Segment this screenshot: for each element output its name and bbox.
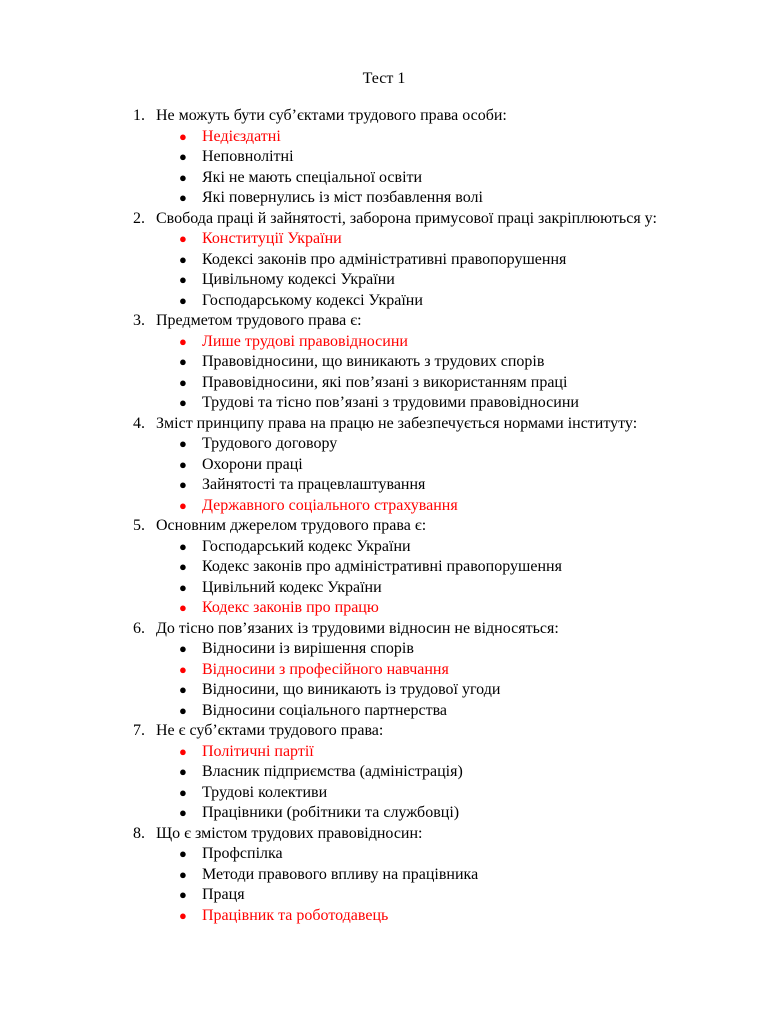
question-text: Не можуть бути суб’єктами трудового права особи: bbox=[156, 107, 507, 124]
answer-option bbox=[0, 475, 768, 496]
answer-option bbox=[0, 762, 768, 783]
option-text: Політичні партії bbox=[202, 742, 314, 760]
bullet-icon: ● bbox=[179, 764, 187, 779]
option-text: Цивільному кодексі України bbox=[202, 271, 395, 288]
option-text: Відносини, що виникають із трудової угоди bbox=[202, 681, 501, 698]
question-text: Зміст принципу права на працю не забезпечується нормами інституту: bbox=[156, 414, 638, 432]
option-text: Кодекс законів про працю bbox=[202, 599, 379, 616]
answer-option bbox=[0, 455, 768, 476]
bullet-icon: ● bbox=[179, 743, 187, 759]
option-text: Трудові та тісно пов’язані з трудовими правовідносини bbox=[202, 394, 579, 411]
option-text: Цивільний кодекс України bbox=[202, 578, 382, 596]
option-text: Які повернулись із міст позбавлення волі bbox=[202, 189, 483, 206]
question-number: 4. bbox=[133, 414, 145, 432]
question-text: Основним джерелом трудового права є: bbox=[156, 517, 427, 534]
bullet-icon: ● bbox=[179, 477, 187, 492]
bullet-icon: ● bbox=[179, 190, 187, 205]
option-text: Недієздатні bbox=[202, 127, 281, 145]
question-3 bbox=[0, 311, 768, 414]
question-1 bbox=[0, 106, 768, 209]
answer-option bbox=[0, 865, 768, 886]
option-text: Відносини соціального партнерства bbox=[202, 701, 448, 719]
bullet-icon: ● bbox=[179, 272, 187, 287]
question-8 bbox=[0, 824, 768, 927]
bullet-icon: ● bbox=[179, 128, 187, 144]
option-text: Працівники (робітники та службовці) bbox=[202, 804, 460, 821]
option-text: Господарський кодекс України bbox=[202, 537, 411, 555]
bullet-icon: ● bbox=[179, 169, 187, 185]
answer-option bbox=[0, 844, 768, 865]
option-text: Трудові колективи bbox=[202, 783, 328, 801]
answer-option bbox=[0, 803, 768, 824]
option-text: Відносини із вирішення спорів bbox=[202, 640, 414, 657]
option-text: Охорони праці bbox=[202, 455, 303, 473]
option-text: Трудового договору bbox=[202, 435, 338, 452]
answer-option bbox=[0, 229, 768, 250]
answer-option bbox=[0, 885, 768, 906]
bullet-icon: ● bbox=[179, 456, 187, 472]
option-text: Профспілка bbox=[202, 845, 283, 862]
option-text: Неповнолітні bbox=[202, 148, 294, 165]
bullet-icon: ● bbox=[179, 702, 187, 718]
answer-option bbox=[0, 352, 768, 373]
bullet-icon: ● bbox=[179, 538, 187, 554]
option-text: Власник підприємства (адміністрація) bbox=[202, 763, 463, 780]
bullet-icon: ● bbox=[179, 231, 187, 246]
bullet-icon: ● bbox=[179, 866, 187, 882]
bullet-icon: ● bbox=[179, 251, 187, 267]
answer-option bbox=[0, 680, 768, 701]
question-4 bbox=[0, 414, 768, 517]
bullet-icon: ● bbox=[179, 784, 187, 800]
option-text: Відносини з професійного навчання bbox=[202, 660, 449, 678]
bullet-icon: ● bbox=[179, 887, 187, 902]
page-title: Тест 1 bbox=[362, 70, 406, 87]
question-text: Що є змістом трудових правовідносин: bbox=[156, 824, 423, 842]
option-text: Які не мають спеціальної освіти bbox=[202, 168, 423, 186]
answer-option bbox=[0, 270, 768, 291]
answer-option bbox=[0, 291, 768, 312]
bullet-icon: ● bbox=[179, 333, 187, 349]
answer-option bbox=[0, 127, 768, 148]
answer-option bbox=[0, 557, 768, 578]
bullet-icon: ● bbox=[179, 149, 187, 164]
question-number: 2. bbox=[133, 209, 145, 227]
answer-option bbox=[0, 393, 768, 414]
bullet-icon: ● bbox=[179, 374, 187, 390]
option-text: Методи правового впливу на працівника bbox=[202, 865, 479, 883]
question-text: До тісно пов’язаних із трудовими відносин не відносяться: bbox=[156, 619, 559, 637]
option-text: Кодексі законів про адміністративні правопорушення bbox=[202, 250, 567, 268]
bullet-icon: ● bbox=[179, 292, 187, 308]
question-7 bbox=[0, 721, 768, 824]
answer-option bbox=[0, 188, 768, 209]
answer-option bbox=[0, 783, 768, 804]
option-text: Правовідносини, що виникають з трудових спорів bbox=[202, 353, 545, 370]
option-text: Господарському кодексі України bbox=[202, 291, 423, 309]
answer-option bbox=[0, 373, 768, 394]
question-number: 3. bbox=[133, 312, 145, 329]
answer-option bbox=[0, 742, 768, 763]
answer-option bbox=[0, 578, 768, 599]
answer-option bbox=[0, 434, 768, 455]
bullet-icon: ● bbox=[179, 497, 187, 513]
bullet-icon: ● bbox=[179, 682, 187, 697]
option-text: Правовідносини, які пов’язані з використанням праці bbox=[202, 373, 568, 391]
answer-option bbox=[0, 660, 768, 681]
bullet-icon: ● bbox=[179, 805, 187, 820]
question-number: 5. bbox=[133, 517, 145, 534]
answer-option bbox=[0, 598, 768, 619]
option-text: Конституції України bbox=[202, 230, 342, 247]
answer-option bbox=[0, 906, 768, 927]
bullet-icon: ● bbox=[179, 559, 187, 574]
option-text: Працівник та роботодавець bbox=[202, 906, 389, 924]
question-number: 1. bbox=[133, 107, 145, 124]
bullet-icon: ● bbox=[179, 846, 187, 861]
question-text: Предметом трудового права є: bbox=[156, 312, 362, 329]
bullet-icon: ● bbox=[179, 661, 187, 677]
option-text: Праця bbox=[202, 886, 245, 903]
bullet-icon: ● bbox=[179, 641, 187, 656]
bullet-icon: ● bbox=[179, 579, 187, 595]
question-2 bbox=[0, 209, 768, 312]
answer-option bbox=[0, 701, 768, 722]
question-number: 7. bbox=[133, 722, 145, 739]
bullet-icon: ● bbox=[179, 436, 187, 451]
answer-option bbox=[0, 147, 768, 168]
question-text: Не є суб’єктами трудового права: bbox=[156, 722, 384, 739]
answer-option bbox=[0, 168, 768, 189]
answer-option bbox=[0, 250, 768, 271]
question-5 bbox=[0, 516, 768, 619]
bullet-icon: ● bbox=[179, 395, 187, 410]
option-text: Лише трудові правовідносини bbox=[202, 332, 408, 350]
question-number: 6. bbox=[133, 619, 145, 637]
question-number: 8. bbox=[133, 824, 145, 842]
bullet-icon: ● bbox=[179, 354, 187, 369]
question-6 bbox=[0, 619, 768, 722]
option-text: Зайнятості та працевлаштування bbox=[202, 476, 426, 493]
question-list bbox=[0, 106, 768, 926]
option-text: Державного соціального страхування bbox=[202, 496, 458, 514]
answer-option bbox=[0, 496, 768, 517]
answer-option bbox=[0, 537, 768, 558]
option-text: Кодекс законів про адміністративні правопорушення bbox=[202, 558, 562, 575]
answer-option bbox=[0, 639, 768, 660]
bullet-icon: ● bbox=[179, 600, 187, 615]
bullet-icon: ● bbox=[179, 907, 187, 923]
question-text: Свобода праці й зайнятості, заборона примусової праці закріплюються у: bbox=[156, 209, 657, 227]
answer-option bbox=[0, 332, 768, 353]
